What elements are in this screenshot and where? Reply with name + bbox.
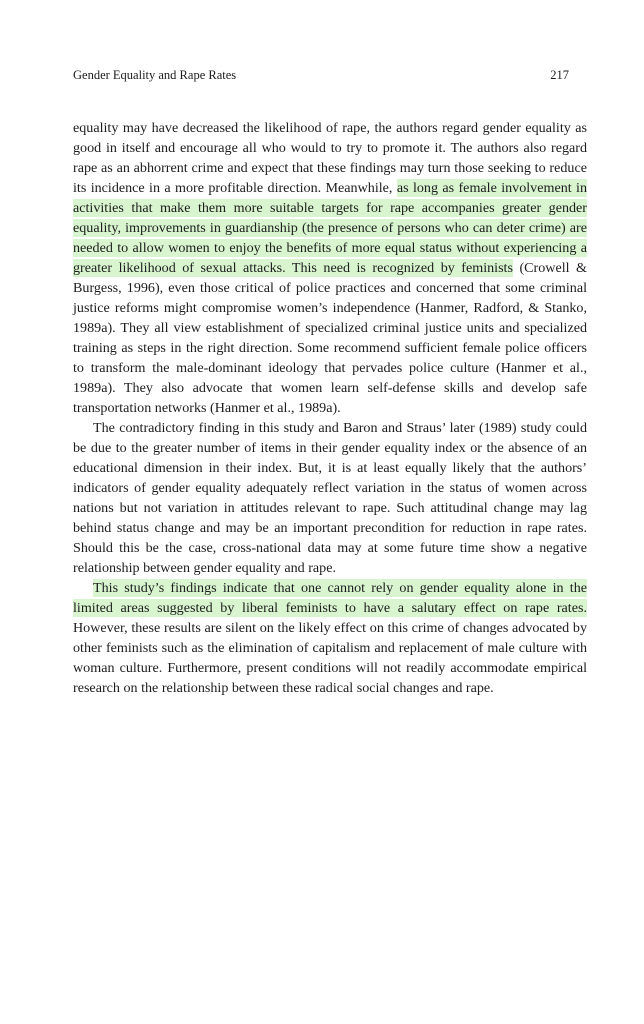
text-segment: equality may have decreased the likelihood of rape, the authors regard gender equality as good in itself and encourage all who would to try to promote it. The authors also regard rape as an abhorrent crime and expect that these findings may turn those seeking to reduce its incidence in a more profitable direction. Meanwhile, — [73, 120, 587, 196]
highlighted-text: as long as female involvement in activities that make them more suitable targets for rape accompanies greater gender equality, improvements in guardianship (the presence of persons who can deter crime) are needed to allow women to enjoy the benefits of more equal status without experiencing a greater likelihood of sexual attacks. This need is recognized by feminists — [73, 180, 587, 276]
text-segment: However, these results are silent on the likely effect on this crime of changes advocated by other feminists such as the elimination of capitalism and replacement of male culture with woman culture. Furthermore, present conditions will not readily accommodate empirical research on the relationship between these radical social changes and rape. — [73, 620, 587, 696]
body-text — [73, 118, 587, 698]
running-title: Gender Equality and Rape Rates — [73, 68, 237, 82]
highlighted-text: This study’s findings indicate that one cannot rely on gender equality alone in the limited areas suggested by liberal feminists to have a salutary effect on rape rates. — [73, 580, 587, 616]
paragraph-3 — [73, 578, 587, 698]
page-number: 217 — [550, 68, 569, 82]
paragraph-2 — [73, 418, 587, 578]
paragraph-1 — [73, 118, 587, 418]
text-segment: (Crowell & Burgess, 1996), even those critical of police practices and concerned that some criminal justice reforms might compromise women’s independence (Hanmer, Radford, & Stanko, 1989a). They all view establishment of specialized criminal justice units and specialized training as steps in the right direction. Some recommend sufficient female police officers to transform the male-dominant ideology that pervades police culture (Hanmer et al., 1989a). They also advocate that women learn self-defense skills and develop safe transportation networks (Hanmer et al., 1989a). — [73, 260, 588, 416]
text-segment: The contradictory finding in this study and Baron and Straus’ later (1989) study could be due to the greater number of items in their gender equality index or the absence of an educational dimension in their index. But, it is at least equally likely that the authors’ indicators of gender equality adequately reflect variation in the status of women across nations but not variation in attitudes relevant to rape. Such attitudinal change may lag behind status change and may be an important precondition for reduction in rape rates. Should this be the case, cross-national data may at some future time show a negative relationship between gender equality and rape. — [73, 420, 587, 576]
running-header — [73, 66, 569, 84]
